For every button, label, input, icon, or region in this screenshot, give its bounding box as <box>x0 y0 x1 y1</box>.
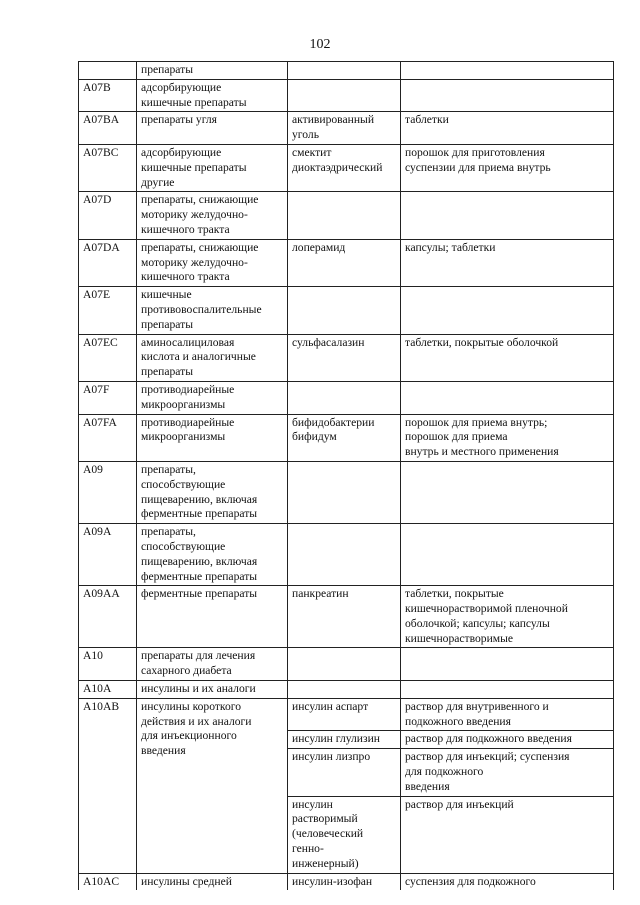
inn-cell <box>288 681 401 699</box>
form-cell <box>401 461 614 523</box>
atc-code-cell: A07BC <box>79 144 137 191</box>
form-cell <box>401 524 614 586</box>
form-cell: раствор для инъекций; суспензия для подкожного введения <box>401 749 614 796</box>
table-row <box>79 524 614 586</box>
table-row <box>79 698 614 731</box>
table-row <box>79 461 614 523</box>
group-cell: препараты для лечения сахарного диабета <box>137 648 288 681</box>
atc-code-cell: A09A <box>79 524 137 586</box>
table-row <box>79 681 614 699</box>
atc-code-cell: A10 <box>79 648 137 681</box>
group-cell: инсулины короткого действия и их аналоги для инъекционного введения <box>137 698 288 873</box>
form-cell: раствор для внутривенного и подкожного введения <box>401 698 614 731</box>
group-cell: препараты, способствующие пищеварению, включая ферментные препараты <box>137 461 288 523</box>
inn-cell <box>288 287 401 334</box>
form-cell <box>401 192 614 239</box>
table-row <box>79 79 614 112</box>
inn-cell: инсулин глулизин <box>288 731 401 749</box>
group-cell: противодиарейные микроорганизмы <box>137 381 288 414</box>
form-cell: суспензия для подкожного <box>401 873 614 890</box>
form-cell: раствор для инъекций <box>401 796 614 873</box>
group-cell: ферментные препараты <box>137 586 288 648</box>
atc-code-cell: A07FA <box>79 414 137 461</box>
atc-code-cell: A07EC <box>79 334 137 381</box>
form-cell: порошок для приема внутрь; порошок для приема внутрь и местного применения <box>401 414 614 461</box>
drug-table-body <box>79 62 614 891</box>
table-row <box>79 239 614 286</box>
group-cell: аминосалициловая кислота и аналогичные препараты <box>137 334 288 381</box>
group-cell: препараты, снижающие моторику желудочно- кишечного тракта <box>137 192 288 239</box>
atc-code-cell: A09 <box>79 461 137 523</box>
form-cell: раствор для подкожного введения <box>401 731 614 749</box>
atc-code-cell: A07E <box>79 287 137 334</box>
table-row <box>79 144 614 191</box>
table-row <box>79 586 614 648</box>
group-cell: инсулины средней <box>137 873 288 890</box>
table-row <box>79 381 614 414</box>
inn-cell: лоперамид <box>288 239 401 286</box>
inn-cell <box>288 192 401 239</box>
inn-cell <box>288 461 401 523</box>
form-cell: таблетки <box>401 112 614 145</box>
atc-code-cell: A10AB <box>79 698 137 873</box>
group-cell: препараты, снижающие моторику желудочно- кишечного тракта <box>137 239 288 286</box>
table-row <box>79 648 614 681</box>
form-cell: таблетки, покрытые оболочкой <box>401 334 614 381</box>
group-cell: инсулины и их аналоги <box>137 681 288 699</box>
table-row <box>79 192 614 239</box>
group-cell: адсорбирующие кишечные препараты <box>137 79 288 112</box>
form-cell <box>401 381 614 414</box>
atc-code-cell: A07D <box>79 192 137 239</box>
form-cell: капсулы; таблетки <box>401 239 614 286</box>
inn-cell: смектит диоктаэдрический <box>288 144 401 191</box>
inn-cell <box>288 381 401 414</box>
form-cell: таблетки, покрытые кишечнорастворимой пленочной оболочкой; капсулы; капсулы кишечнорастворимые <box>401 586 614 648</box>
atc-code-cell: A09AA <box>79 586 137 648</box>
inn-cell: инсулин-изофан <box>288 873 401 890</box>
form-cell <box>401 681 614 699</box>
inn-cell <box>288 62 401 80</box>
drug-table <box>78 61 614 890</box>
inn-cell <box>288 648 401 681</box>
atc-code-cell <box>79 62 137 80</box>
group-cell: противодиарейные микроорганизмы <box>137 414 288 461</box>
form-cell <box>401 79 614 112</box>
atc-code-cell: A07F <box>79 381 137 414</box>
form-cell: порошок для приготовления суспензии для приема внутрь <box>401 144 614 191</box>
inn-cell: панкреатин <box>288 586 401 648</box>
group-cell: препараты <box>137 62 288 80</box>
inn-cell: инсулин аспарт <box>288 698 401 731</box>
atc-code-cell: A07DA <box>79 239 137 286</box>
group-cell: кишечные противовоспалительные препараты <box>137 287 288 334</box>
inn-cell: инсулин лизпро <box>288 749 401 796</box>
group-cell: адсорбирующие кишечные препараты другие <box>137 144 288 191</box>
form-cell <box>401 287 614 334</box>
table-row <box>79 287 614 334</box>
group-cell: препараты угля <box>137 112 288 145</box>
atc-code-cell: A10A <box>79 681 137 699</box>
atc-code-cell: A07BA <box>79 112 137 145</box>
table-row <box>79 873 614 890</box>
table-row <box>79 414 614 461</box>
inn-cell: бифидобактерии бифидум <box>288 414 401 461</box>
inn-cell <box>288 79 401 112</box>
form-cell <box>401 648 614 681</box>
inn-cell: инсулин растворимый (человеческий генно- инженерный) <box>288 796 401 873</box>
inn-cell: сульфасалазин <box>288 334 401 381</box>
inn-cell: активированный уголь <box>288 112 401 145</box>
table-row <box>79 334 614 381</box>
inn-cell <box>288 524 401 586</box>
atc-code-cell: A07B <box>79 79 137 112</box>
form-cell <box>401 62 614 80</box>
group-cell: препараты, способствующие пищеварению, включая ферментные препараты <box>137 524 288 586</box>
table-row <box>79 112 614 145</box>
page-number: 102 <box>309 37 331 52</box>
atc-code-cell: A10AC <box>79 873 137 890</box>
table-row <box>79 62 614 80</box>
